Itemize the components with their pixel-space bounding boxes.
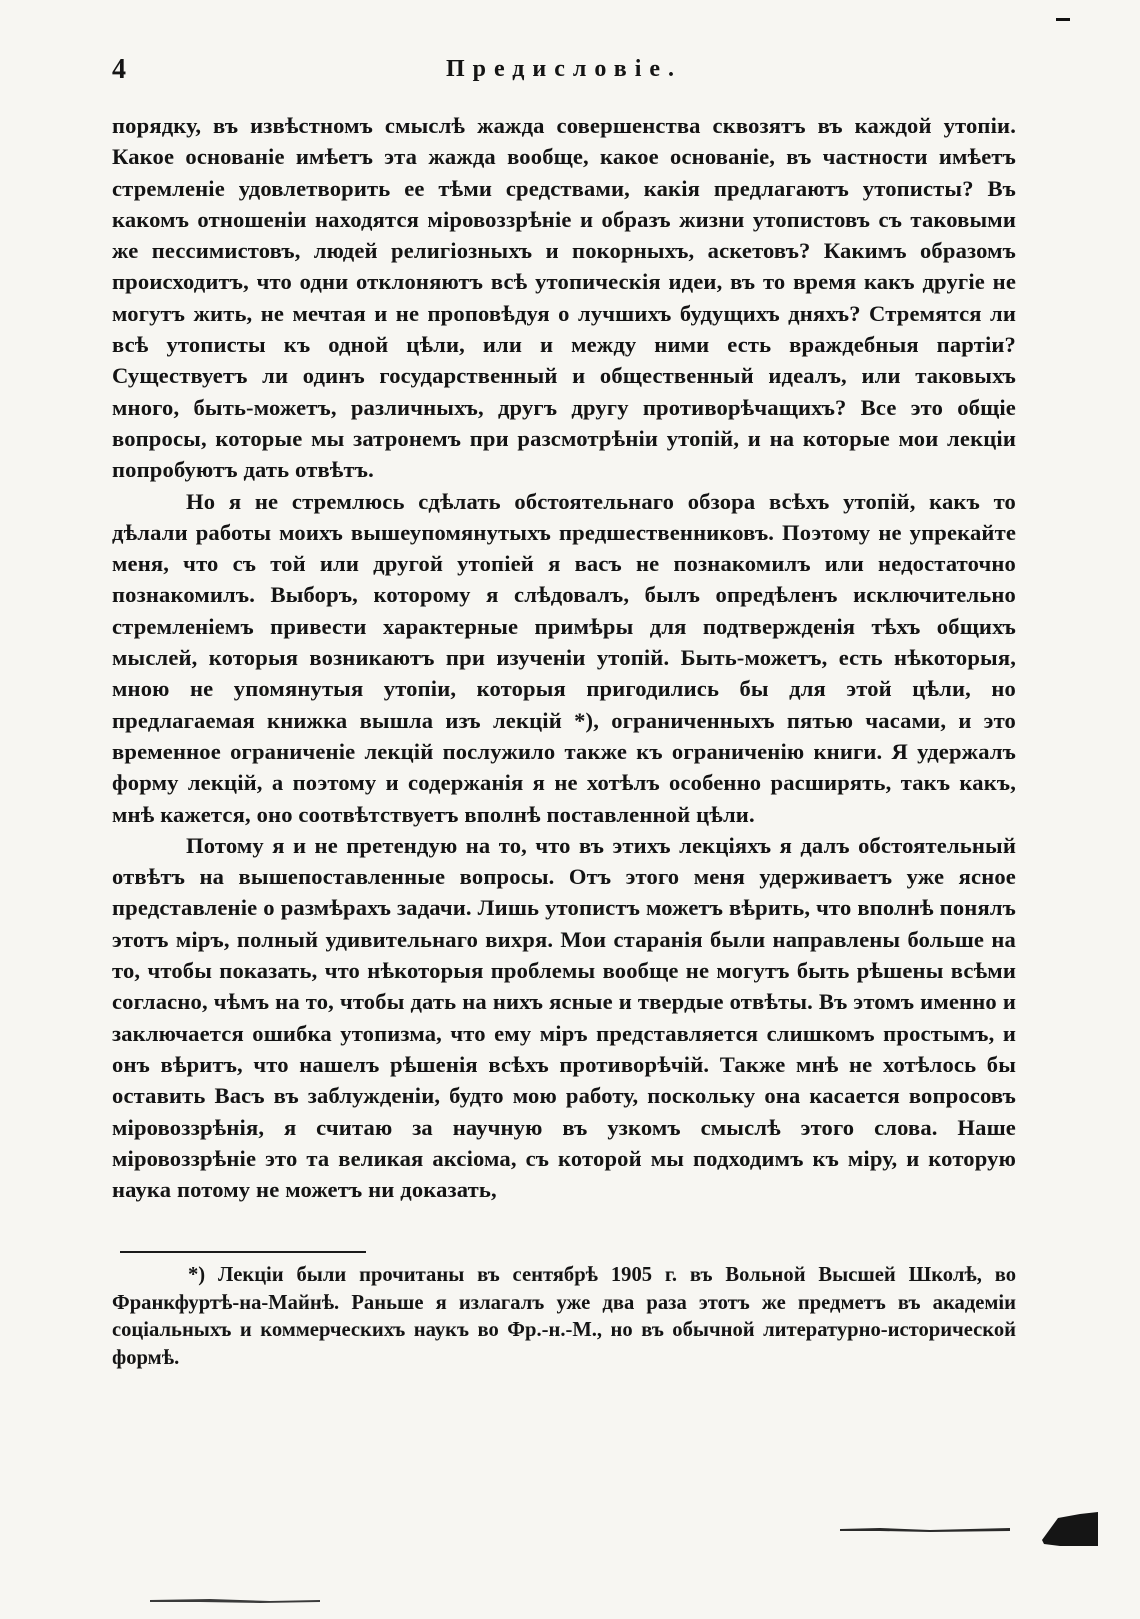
main-text xyxy=(112,110,1016,1205)
footnote-text: *) Лекціи были прочитаны въ сентябрѣ 1905 г. въ Вольной Высшей Школѣ, во Франкфуртѣ-на-Майнѣ. Раньше я излагалъ уже два раза этотъ же предметъ въ академіи соціальныхъ и коммерческихъ наукъ во Фр.-н.-М., но въ обычной литературно-исторической формѣ. xyxy=(112,1264,1016,1369)
footnote xyxy=(112,1262,1016,1372)
running-title: Предисловіе. xyxy=(445,56,683,82)
paragraph: Но я не стремлюсь сдѣлать обстоятельнаго обзора всѣхъ утопій, какъ то дѣлали работы моихъ вышеупомянутыхъ предшественниковъ. Поэтому не упрекайте меня, что съ той или другой утопіей я васъ не познакомилъ или недостаточно познакомилъ. Выборъ, которому я слѣдовалъ, былъ опредѣленъ исключительно стремленіемъ привести характерные примѣры для подтвержденія тѣхъ общихъ мыслей, которыя возникаютъ при изученіи утопій. Быть-можетъ, есть нѣкоторыя, мною не упомянутыя утопіи, которыя пригодились бы для этой цѣли, но предлагаемая книжка вышла изъ лекцій *), ограниченныхъ пятью часами, и это временное ограниченіе лекцій послужило также къ ограниченію книги. Я удержалъ форму лекцій, а поэтому и содержанія я не хотѣлъ особенно расширять, такъ какъ, мнѣ кажется, оно соотвѣтствуетъ вполнѣ поставленной цѣли. xyxy=(112,488,1016,827)
scan-artifact xyxy=(840,1526,1010,1532)
scan-artifact xyxy=(150,1598,320,1603)
footnote-divider xyxy=(120,1251,366,1253)
paragraph: Потому я и не претендую на то, что въ этихъ лекціяхъ я далъ обстоятельный отвѣтъ на вышепоставленные вопросы. Отъ этого меня удерживаетъ уже ясное представленіе о размѣрахъ задачи. Лишь утопистъ можетъ вѣрить, что вполнѣ понялъ этотъ міръ, полный удивительнаго вихря. Мои старанія были направлены больше на то, чтобы показать, что нѣкоторыя проблемы вообще не могутъ быть рѣшены всѣми согласно, чѣмъ на то, чтобы дать на нихъ ясные и твердые отвѣты. Въ этомъ именно и заключается ошибка утопизма, что ему міръ представляется слишкомъ простымъ, и онъ вѣритъ, что нашелъ рѣшенія всѣхъ противорѣчій. Также мнѣ не хотѣлось бы оставить Васъ въ заблужденіи, будто мою работу, поскольку она касается вопросовъ міровоззрѣнія, я считаю за научную въ узкомъ смыслѣ этого слова. Наше міровоззрѣніе это та великая аксіома, съ которой мы подходимъ къ міру, и которую наука потому не можетъ ни доказать, xyxy=(112,832,1016,1203)
page-number: 4 xyxy=(112,54,126,85)
page-header xyxy=(112,48,1016,88)
scan-artifact xyxy=(1056,18,1070,21)
scan-artifact xyxy=(1040,1510,1100,1548)
paragraph-continued: порядку, въ извѣстномъ смыслѣ жажда совершенства сквозятъ въ каждой утопіи. Какое основаніе имѣетъ эта жажда вообще, какое основаніе, въ частности имѣетъ стремленіе удовлетворить ее тѣми средствами, какія предлагаютъ утописты? Въ какомъ отношеніи находятся міровоззрѣніе и образъ жизни утопистовъ съ таковыми же пессимистовъ, людей религіозныхъ и покорныхъ, аскетовъ? Какимъ образомъ происходитъ, что одни отклоняютъ всѣ утопическія идеи, въ то время какъ другіе не могутъ жить, не мечтая и не проповѣдуя о лучшихъ будущихъ дняхъ? Стремятся ли всѣ утописты къ одной цѣли, или и между ними есть враждебныя партіи? Существуетъ ли одинъ государственный и общественный идеалъ, или таковыхъ много, быть-можетъ, различныхъ, другъ другу противорѣчащихъ? Все это общіе вопросы, которые мы затронемъ при разсмотрѣніи утопій, и на которые мои лекціи попробуютъ дать отвѣтъ. xyxy=(112,113,1016,483)
